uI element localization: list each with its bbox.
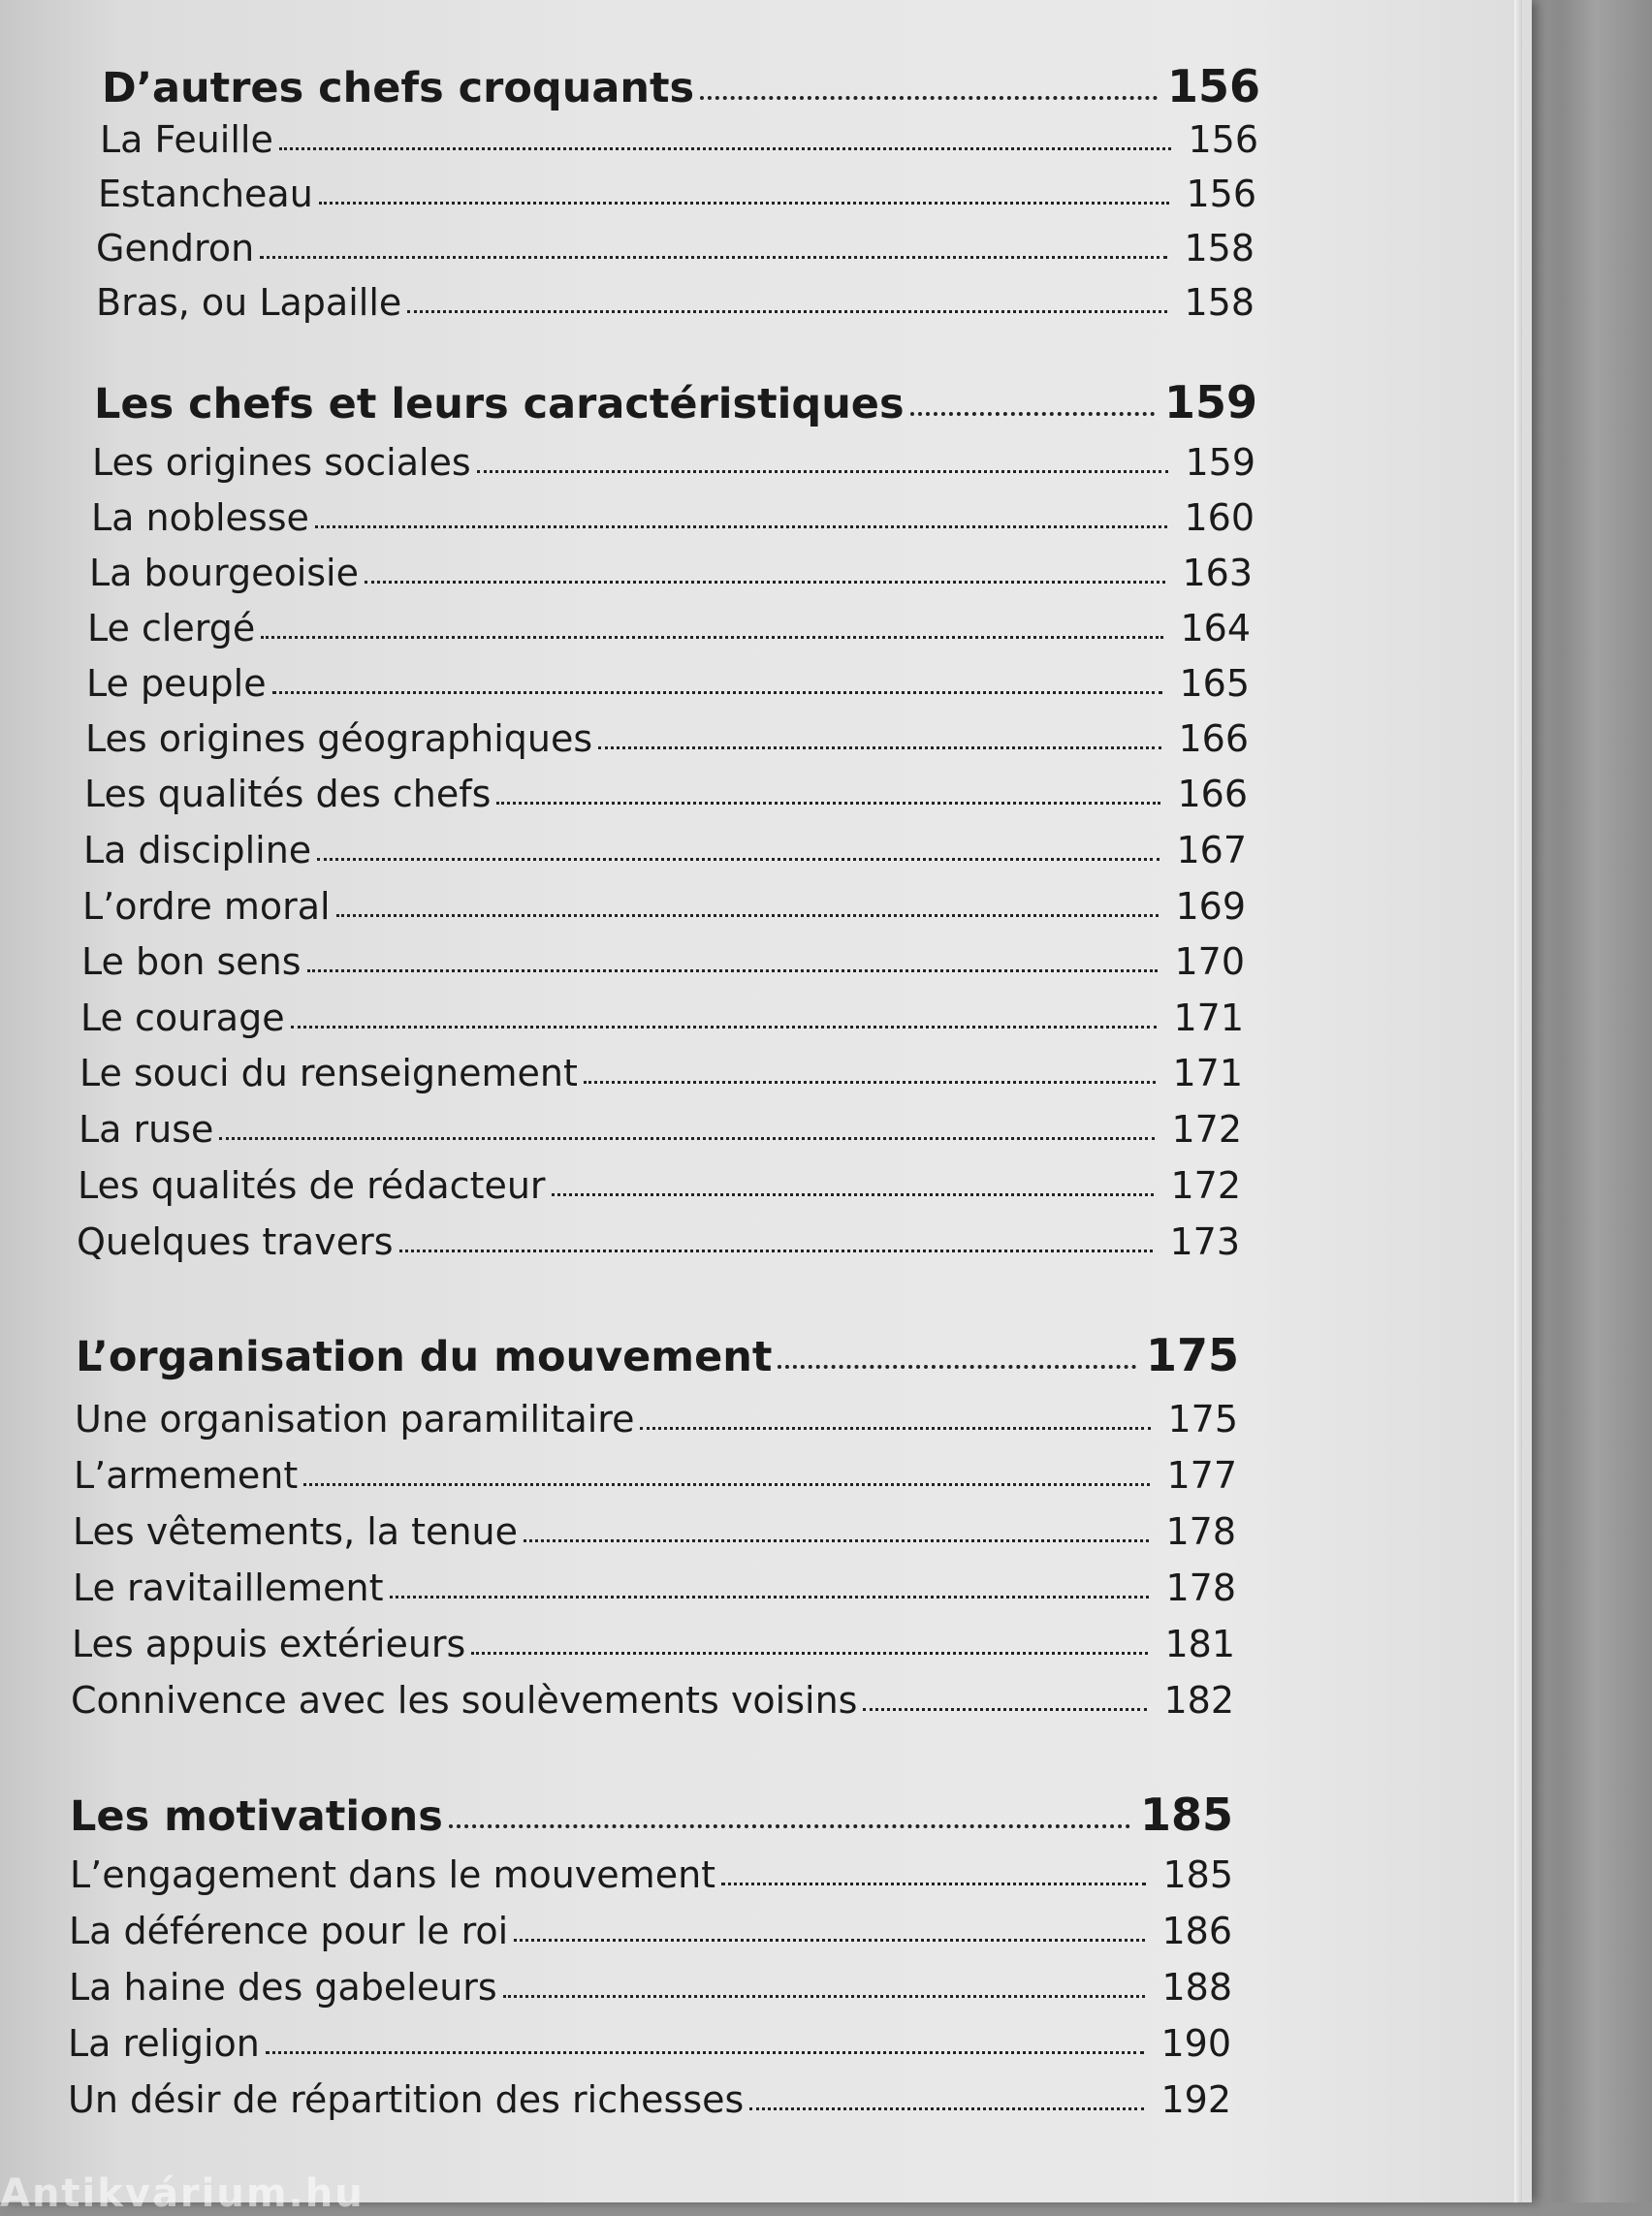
dot-leader xyxy=(279,147,1171,150)
entry-page: 175 xyxy=(1167,1398,1238,1440)
entry-page: 190 xyxy=(1160,2022,1231,2065)
entry-page: 186 xyxy=(1161,1910,1232,1952)
dot-leader xyxy=(291,1026,1157,1029)
toc-entry xyxy=(96,227,1255,269)
dot-leader xyxy=(552,1193,1154,1196)
toc-section-heading xyxy=(102,60,1260,112)
dot-leader xyxy=(272,691,1162,694)
entry-title: La noblesse xyxy=(91,496,309,539)
entry-title: Les origines sociales xyxy=(92,441,471,484)
entry-page: 170 xyxy=(1174,940,1245,983)
dot-leader xyxy=(584,1081,1156,1084)
dot-leader xyxy=(700,96,1158,100)
entry-title: La haine des gabeleurs xyxy=(69,1966,497,2009)
toc-entry xyxy=(92,441,1255,484)
entry-page: 165 xyxy=(1179,662,1250,705)
toc-entry xyxy=(77,1220,1240,1263)
toc-entry xyxy=(80,997,1244,1039)
entry-page: 171 xyxy=(1173,997,1244,1039)
dot-leader xyxy=(266,2051,1144,2054)
toc-entry xyxy=(73,1510,1236,1553)
entry-title: La ruse xyxy=(79,1108,214,1151)
entry-page: 181 xyxy=(1164,1623,1235,1665)
entry-page: 166 xyxy=(1178,717,1249,760)
toc-section-heading xyxy=(76,1329,1239,1381)
dot-leader xyxy=(307,969,1158,972)
dot-leader xyxy=(365,581,1165,584)
entry-page: 192 xyxy=(1160,2078,1231,2121)
table-surface xyxy=(1512,0,1652,2202)
entry-title: La religion xyxy=(68,2022,260,2065)
entry-title: L’armement xyxy=(74,1454,299,1497)
entry-title: Les origines géographiques xyxy=(85,717,593,760)
entry-title: Le bon sens xyxy=(81,940,302,983)
entry-page: 171 xyxy=(1172,1052,1243,1094)
entry-title: La discipline xyxy=(83,829,312,871)
toc-entry xyxy=(79,1052,1243,1094)
toc-entry xyxy=(89,552,1253,594)
dot-leader xyxy=(449,1824,1130,1828)
entry-page: 158 xyxy=(1184,281,1255,324)
toc-entry xyxy=(85,717,1249,760)
entry-page: 169 xyxy=(1175,885,1246,928)
watermark: Antikvárium.hu xyxy=(0,2171,365,2216)
entry-page: 188 xyxy=(1161,1966,1232,2009)
entry-title: Un désir de répartition des richesses xyxy=(68,2078,745,2121)
entry-title: L’ordre moral xyxy=(82,885,331,928)
dot-leader xyxy=(778,1365,1136,1369)
entry-page: 172 xyxy=(1171,1108,1242,1151)
toc-entry xyxy=(78,1164,1241,1207)
toc-entry xyxy=(68,2022,1231,2065)
entry-page: 156 xyxy=(1186,173,1256,215)
entry-title: Le courage xyxy=(80,997,285,1039)
entry-page: 182 xyxy=(1163,1679,1234,1722)
entry-title: Bras, ou Lapaille xyxy=(96,281,402,324)
toc-entry xyxy=(84,773,1248,815)
dot-leader xyxy=(598,746,1161,749)
entry-page: 167 xyxy=(1176,829,1247,871)
toc-entry xyxy=(100,118,1258,161)
section-title: L’organisation du mouvement xyxy=(76,1333,773,1381)
dot-leader xyxy=(303,1483,1150,1486)
dot-leader xyxy=(390,1596,1149,1599)
section-title: Les motivations xyxy=(70,1792,443,1841)
toc-entry xyxy=(81,940,1245,983)
section-title: D’autres chefs croquants xyxy=(102,64,695,112)
entry-title: Le clergé xyxy=(87,607,256,649)
toc-entry xyxy=(98,173,1256,215)
entry-page: 163 xyxy=(1182,552,1253,594)
toc-entry xyxy=(74,1454,1237,1497)
entry-title: Estancheau xyxy=(98,173,313,215)
toc-entry xyxy=(69,1966,1232,2009)
section-page: 159 xyxy=(1163,376,1257,428)
entry-title: L’engagement dans le mouvement xyxy=(70,1853,716,1896)
dot-leader xyxy=(319,202,1169,205)
section-title: Les chefs et leurs caractéristiques xyxy=(94,380,905,428)
entry-title: La déférence pour le roi xyxy=(69,1910,509,1952)
toc-entry xyxy=(86,662,1250,705)
dot-leader xyxy=(317,858,1160,861)
dot-leader xyxy=(477,470,1168,473)
toc-entry xyxy=(96,281,1255,324)
entry-title: Les qualités des chefs xyxy=(84,773,492,815)
dot-leader xyxy=(315,525,1167,528)
toc-entry xyxy=(75,1398,1238,1440)
section-page: 156 xyxy=(1166,60,1260,112)
dot-leader xyxy=(261,636,1163,639)
entry-title: La Feuille xyxy=(100,118,273,161)
entry-page: 156 xyxy=(1188,118,1258,161)
dot-leader xyxy=(219,1137,1155,1140)
entry-title: Le souci du renseignement xyxy=(79,1052,578,1094)
entry-title: Une organisation paramilitaire xyxy=(75,1398,635,1440)
toc-section-heading xyxy=(70,1789,1233,1841)
toc-entry xyxy=(70,1853,1233,1896)
dot-leader xyxy=(910,412,1155,416)
entry-page: 173 xyxy=(1169,1220,1240,1263)
toc-entry xyxy=(68,2078,1231,2121)
entry-page: 166 xyxy=(1177,773,1248,815)
dot-leader xyxy=(260,256,1167,259)
dot-leader xyxy=(640,1427,1151,1430)
entry-page: 178 xyxy=(1165,1510,1236,1553)
toc-entry xyxy=(79,1108,1242,1151)
dot-leader xyxy=(471,1652,1148,1655)
dot-leader xyxy=(503,1995,1145,1998)
toc-section-heading xyxy=(94,376,1257,428)
entry-title: Gendron xyxy=(96,227,255,269)
entry-title: Les vêtements, la tenue xyxy=(73,1510,518,1553)
dot-leader xyxy=(749,2107,1144,2110)
entry-page: 160 xyxy=(1184,496,1255,539)
dot-leader xyxy=(399,1250,1154,1252)
entry-page: 164 xyxy=(1180,607,1251,649)
entry-title: Les appuis extérieurs xyxy=(72,1623,466,1665)
entry-title: Le peuple xyxy=(86,662,267,705)
entry-page: 177 xyxy=(1166,1454,1237,1497)
toc-entry xyxy=(69,1910,1232,1952)
entry-page: 178 xyxy=(1165,1567,1236,1609)
dot-leader xyxy=(336,914,1159,917)
dot-leader xyxy=(407,310,1167,313)
section-page: 185 xyxy=(1139,1789,1233,1841)
toc-entry xyxy=(71,1679,1234,1722)
entry-page: 159 xyxy=(1185,441,1255,484)
entry-title: Quelques travers xyxy=(77,1220,394,1263)
dot-leader xyxy=(721,1883,1146,1885)
entry-title: Le ravitaillement xyxy=(73,1567,384,1609)
entry-title: Connivence avec les soulèvements voisins xyxy=(71,1679,858,1722)
entry-page: 185 xyxy=(1162,1853,1233,1896)
toc-entry xyxy=(73,1567,1236,1609)
entry-page: 172 xyxy=(1170,1164,1241,1207)
dot-leader xyxy=(863,1708,1147,1711)
entry-title: La bourgeoisie xyxy=(89,552,359,594)
toc-entry xyxy=(87,607,1251,649)
dot-leader xyxy=(496,802,1160,805)
entry-page: 158 xyxy=(1184,227,1255,269)
dot-leader xyxy=(514,1939,1145,1942)
entry-title: Les qualités de rédacteur xyxy=(78,1164,546,1207)
toc-entry xyxy=(91,496,1255,539)
dot-leader xyxy=(524,1539,1149,1542)
toc-entry xyxy=(82,885,1246,928)
toc-entry xyxy=(72,1623,1235,1665)
section-page: 175 xyxy=(1145,1329,1239,1381)
toc-entry xyxy=(83,829,1247,871)
